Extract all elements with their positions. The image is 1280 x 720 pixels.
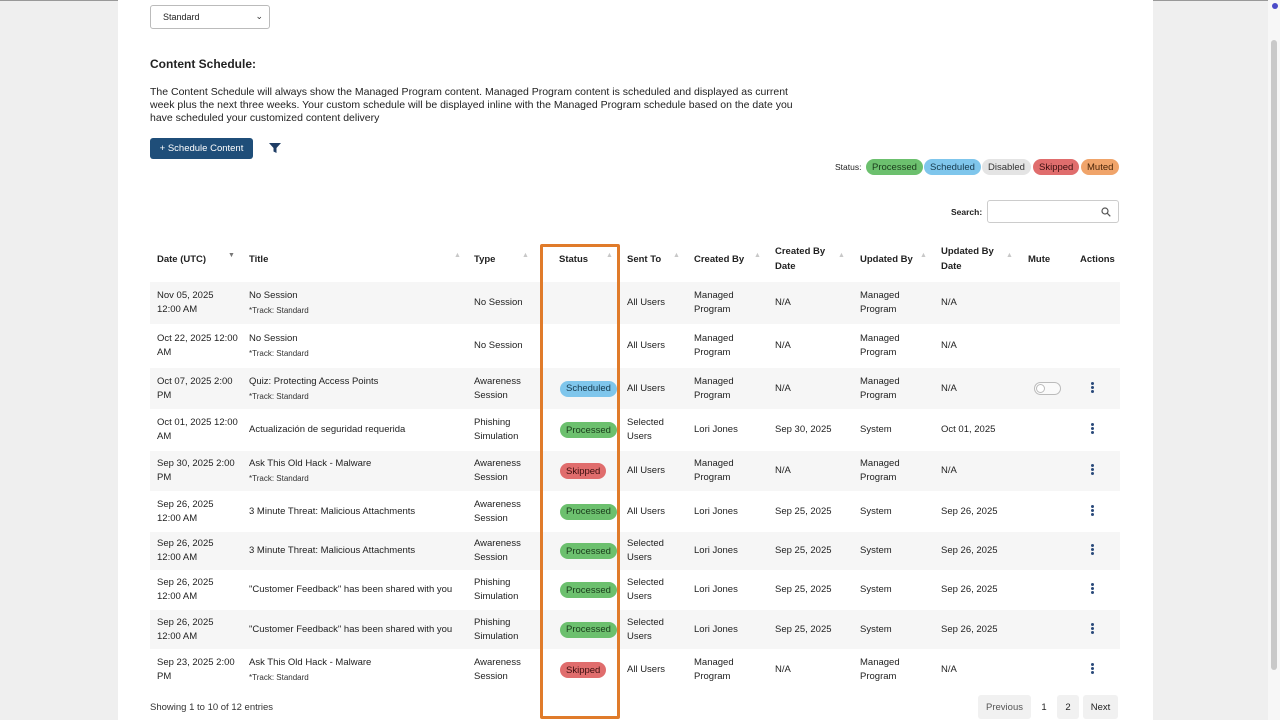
cell-title-text: 3 Minute Threat: Malicious Attachments [249,545,416,556]
header-created-by[interactable]: Created By [694,253,745,265]
header-date[interactable]: Date (UTC) [157,253,207,265]
sort-icon[interactable]: ▲ [838,252,845,259]
toggle-knob [1036,384,1045,393]
cell-updated-by: System [860,505,892,517]
cell-sent-to: Selected Users [627,616,664,642]
mute-toggle[interactable] [1034,382,1061,395]
cell-type: Awareness Session [474,538,521,563]
cell-updated-by-date: Oct 01, 2025 [941,424,996,435]
cell-type: Phishing Simulation [474,616,519,642]
legend-scheduled-badge: Scheduled [924,159,981,175]
status-badge: Skipped [560,662,606,678]
cell-updated-by: Managed Program [860,375,900,401]
pagination-next[interactable]: Next [1083,695,1118,719]
cell-track: *Track: Standard [249,474,309,483]
cell-created-by: Managed Program [694,290,734,315]
cell-updated-by: Managed Program [860,458,900,483]
cell-sent-to: All Users [627,465,666,476]
status-badge: Scheduled [560,381,617,397]
kebab-menu-icon[interactable] [1091,663,1095,675]
cell-track: *Track: Standard [249,673,309,682]
cell-updated-by: System [860,584,892,595]
cell-title-text: Ask This Old Hack - Malware [249,657,372,668]
sort-icon[interactable]: ▲ [606,252,613,259]
cell-updated-by-date: Sep 26, 2025 [941,584,998,595]
search-input[interactable] [992,201,1102,221]
cell-title [249,583,459,597]
cell-title-text: No Session [249,333,298,344]
kebab-menu-icon[interactable] [1091,505,1095,517]
cell-created-by: Lori Jones [694,584,738,595]
cell-type: Awareness Session [474,498,521,524]
cell-sent-to: Selected Users [627,417,664,442]
cell-created-by-date: N/A [775,340,791,351]
status-badge: Processed [560,422,617,438]
cell-track: *Track: Standard [249,391,309,401]
header-mute: Mute [1028,253,1051,265]
filter-icon[interactable] [268,142,282,154]
kebab-menu-icon[interactable] [1091,464,1095,476]
cell-title [249,623,459,637]
cell-created-by-date: Sep 25, 2025 [775,584,832,595]
cell-type: Awareness Session [474,657,521,682]
status-badge: Processed [560,582,617,598]
cell-date: Oct 07, 2025 2:00 PM [157,375,233,401]
search-icon [1101,207,1111,217]
search-box[interactable] [987,200,1119,223]
kebab-menu-icon[interactable] [1091,623,1095,635]
header-updated-by[interactable]: Updated By [860,253,913,265]
cell-title [249,544,459,558]
status-badge: Processed [560,504,617,520]
cell-date: Oct 01, 2025 12:00 AM [157,417,238,442]
cell-title-text: Actualización de seguridad requerida [249,424,406,435]
pagination-page-1[interactable]: 1 [1041,701,1047,713]
kebab-menu-icon[interactable] [1091,583,1095,595]
chevron-down-icon: ⌄ [255,11,263,21]
cell-date: Sep 23, 2025 2:00 PM [157,657,235,682]
cell-title-text: "Customer Feedback" has been shared with you [249,623,453,635]
legend-muted-badge: Muted [1081,159,1119,175]
cell-updated-by-date: Sep 26, 2025 [941,623,998,635]
cell-updated-by-date: N/A [941,297,957,308]
cell-created-by: Managed Program [694,375,734,401]
sort-icon[interactable]: ▲ [454,252,461,259]
kebab-menu-icon[interactable] [1091,382,1095,394]
legend-disabled-badge: Disabled [982,159,1031,175]
window-indicator-dot [1272,3,1278,9]
cell-updated-by-date: N/A [941,382,957,394]
track-select[interactable] [150,5,270,29]
page-scrollbar[interactable] [1268,0,1280,720]
scrollbar-thumb[interactable] [1271,40,1277,670]
cell-title [249,656,459,686]
cell-updated-by-date: Sep 26, 2025 [941,505,998,517]
status-legend-label: Status: [835,162,862,172]
entries-info: Showing 1 to 10 of 12 entries [150,702,274,713]
cell-type: Awareness Session [474,375,521,401]
cell-updated-by: Managed Program [860,333,900,358]
kebab-menu-icon[interactable] [1091,544,1095,556]
cell-sent-to: All Users [627,664,666,675]
legend-processed-badge: Processed [866,159,923,175]
cell-date: Sep 26, 2025 12:00 AM [157,577,214,602]
cell-created-by: Lori Jones [694,545,738,556]
cell-date: Sep 26, 2025 12:00 AM [157,616,214,642]
cell-title-text: No Session [249,290,298,301]
cell-created-by: Managed Program [694,657,734,682]
cell-created-by-date: N/A [775,297,791,308]
cell-created-by-date: N/A [775,664,791,675]
cell-type: No Session [474,297,523,308]
cell-date: Sep 26, 2025 12:00 AM [157,498,214,524]
status-badge: Processed [560,543,617,559]
cell-sent-to: All Users [627,505,666,517]
cell-updated-by-date: Sep 26, 2025 [941,545,998,556]
section-description: The Content Schedule will always show the Managed Program content. Managed Program content is scheduled and displayed as current week plus the next three weeks. Your custom schedule will be displayed inline with the Managed Program schedule based on the date you have scheduled your customized content delivery [150,86,793,124]
header-title[interactable]: Title [249,253,269,265]
sort-desc-icon[interactable]: ▼ [228,252,235,259]
header-status[interactable]: Status [559,253,589,265]
cell-updated-by-date: N/A [941,664,957,675]
cell-date: Oct 22, 2025 12:00 AM [157,333,238,358]
sort-icon[interactable]: ▲ [522,252,529,259]
header-type[interactable]: Type [474,253,496,265]
cell-updated-by-date: N/A [941,465,957,476]
cell-created-by-date: Sep 30, 2025 [775,424,832,435]
cell-created-by-date: N/A [775,465,791,476]
cell-title-text: Quiz: Protecting Access Points [249,375,379,387]
cell-sent-to: Selected Users [627,577,664,602]
sort-icon[interactable]: ▲ [673,252,680,259]
cell-updated-by-date: N/A [941,340,957,351]
cell-title-text: "Customer Feedback" has been shared with you [249,584,453,595]
cell-title [249,375,459,405]
sort-icon[interactable]: ▲ [920,252,927,259]
cell-created-by-date: Sep 25, 2025 [775,545,832,556]
cell-title [249,457,459,487]
cell-created-by: Lori Jones [694,505,738,517]
cell-track: *Track: Standard [249,306,309,315]
cell-updated-by: System [860,545,892,556]
cell-title [249,505,459,519]
sort-icon[interactable]: ▲ [754,252,761,259]
cell-date: Nov 05, 2025 12:00 AM [157,290,214,315]
cell-type: Awareness Session [474,458,521,483]
cell-sent-to: All Users [627,297,666,308]
search-label: Search: [951,207,983,217]
schedule-content-button[interactable]: + Schedule Content [150,138,253,159]
cell-title [249,423,459,437]
cell-type: No Session [474,340,523,351]
cell-created-by: Managed Program [694,333,734,358]
pagination-page-2[interactable]: 2 [1057,695,1079,719]
header-updated-by-date[interactable]: Updated By Date [941,246,994,272]
cell-sent-to: All Users [627,382,666,394]
cell-created-by-date: Sep 25, 2025 [775,505,832,517]
cell-sent-to: Selected Users [627,538,664,563]
cell-sent-to: All Users [627,340,666,351]
cell-date: Sep 26, 2025 12:00 AM [157,538,214,563]
kebab-menu-icon[interactable] [1091,423,1095,435]
section-heading: Content Schedule: [150,57,257,71]
header-sent-to[interactable]: Sent To [627,253,662,265]
cell-updated-by: Managed Program [860,657,900,682]
legend-skipped-badge: Skipped [1033,159,1079,175]
track-select-value: Standard [163,12,200,22]
cell-created-by-date: Sep 25, 2025 [775,623,832,635]
cell-updated-by: Managed Program [860,290,900,315]
status-badge: Skipped [560,463,606,479]
cell-created-by-date: N/A [775,382,791,394]
cell-created-by: Managed Program [694,458,734,483]
pagination-previous[interactable]: Previous [978,695,1031,719]
cell-title [249,332,459,362]
cell-title [249,289,459,319]
cell-created-by: Lori Jones [694,623,738,635]
sort-icon[interactable]: ▲ [1006,252,1013,259]
cell-type: Phishing Simulation [474,577,519,602]
cell-date: Sep 30, 2025 2:00 PM [157,458,235,483]
cell-updated-by: System [860,424,892,435]
header-created-by-date[interactable]: Created By Date [775,246,826,272]
cell-type: Phishing Simulation [474,417,519,442]
cell-title-text: 3 Minute Threat: Malicious Attachments [249,505,416,517]
cell-updated-by: System [860,623,892,635]
cell-created-by: Lori Jones [694,424,738,435]
cell-track: *Track: Standard [249,349,309,358]
status-badge: Processed [560,622,617,638]
header-actions: Actions [1080,253,1115,265]
cell-title-text: Ask This Old Hack - Malware [249,458,372,469]
